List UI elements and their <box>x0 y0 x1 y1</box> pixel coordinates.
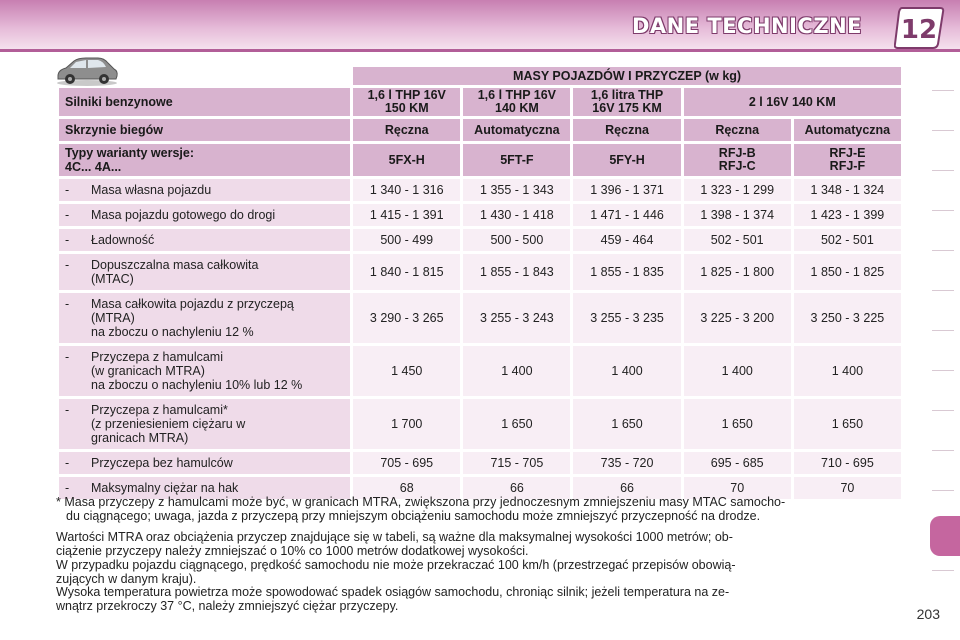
variant-header-line: RFJ-E <box>829 146 866 160</box>
bullet-dash: - <box>65 481 70 495</box>
row-label-first-line <box>65 233 346 247</box>
bullet-dash: - <box>65 403 70 417</box>
variant-header: 5FT-F <box>463 144 570 176</box>
bullet-dash: - <box>65 456 70 470</box>
value-cell: 1 423 - 1 399 <box>794 204 901 226</box>
footnote-line: du ciągnącego; uwaga, jazda z przyczepą przy mniejszym obciążeniu samochodu może zmniejszyć przyczepność na drodze. <box>66 509 761 523</box>
engines-label: Silniki benzynowe <box>59 88 350 116</box>
chapter-side-tab[interactable] <box>930 516 960 556</box>
row-label-line: Ładowność <box>91 233 155 247</box>
value-cell: 1 650 <box>463 399 570 449</box>
value-cell: 3 255 - 3 243 <box>463 293 570 343</box>
row-label-line: granicach MTRA) <box>91 431 189 445</box>
gearbox-header: Ręczna <box>573 119 680 141</box>
table-caption: MASY POJAZDÓW I PRZYCZEP (w kg) <box>353 67 901 85</box>
row-label-line: (MTRA) <box>91 311 135 325</box>
table-row <box>59 452 901 474</box>
value-cell: 459 - 464 <box>573 229 680 251</box>
side-tick <box>932 490 954 491</box>
bullet-dash: - <box>65 258 70 272</box>
car-icon <box>54 56 120 86</box>
engine-header-line: 1,6 l THP 16V <box>477 88 557 102</box>
row-label-line: Masa całkowita pojazdu z przyczepą <box>91 297 294 311</box>
row-label-first-line <box>65 183 346 197</box>
table-row <box>59 204 901 226</box>
row-label-line: Przyczepa z hamulcami <box>91 350 223 364</box>
row-label <box>59 293 350 343</box>
row-label-line: Masa własna pojazdu <box>91 183 212 197</box>
value-cell: 695 - 685 <box>684 452 791 474</box>
row-label <box>59 452 350 474</box>
chapter-number: 12 <box>900 15 938 45</box>
value-cell: 1 400 <box>794 346 901 396</box>
variant-header: 5FX-H <box>353 144 460 176</box>
paragraph-temperature <box>56 585 908 613</box>
value-cell: 1 650 <box>794 399 901 449</box>
paragraph-line: ciążenie przyczepy należy zmniejszać o 10% co 1000 metrów dodatkowej wysokości. <box>56 544 529 558</box>
value-cell: 68 <box>353 477 460 499</box>
row-label <box>59 346 350 396</box>
table-row <box>59 179 901 201</box>
row-label-line: na zboczu o nachyleniu 12 % <box>91 325 254 339</box>
table-row <box>59 254 901 290</box>
paragraph-speed <box>56 558 908 586</box>
table-row <box>59 293 901 343</box>
value-cell: 502 - 501 <box>794 229 901 251</box>
side-tick <box>932 370 954 371</box>
row-label-line: Maksymalny ciężar na hak <box>91 481 239 495</box>
value-cell: 3 250 - 3 225 <box>794 293 901 343</box>
variants-label-line: 4C... 4A... <box>65 160 122 174</box>
value-cell: 1 400 <box>463 346 570 396</box>
row-label-line: Przyczepa bez hamulców <box>91 456 233 470</box>
row-label-first-line <box>65 297 346 311</box>
value-cell: 1 825 - 1 800 <box>684 254 791 290</box>
paragraph-line: Wysoka temperatura powietrza może spowodować spadek osiągów samochodu, chroniąc silnik; jeżeli temperatura na ze- <box>56 585 730 599</box>
value-cell: 710 - 695 <box>794 452 901 474</box>
row-label-first-line <box>65 456 346 470</box>
value-cell: 735 - 720 <box>573 452 680 474</box>
variants-label <box>59 144 350 176</box>
paragraph-line: W przypadku pojazdu ciągnącego, prędkość samochodu nie może przekraczać 100 km/h (przestrzegać przepisów obowią- <box>56 558 736 572</box>
value-cell: 3 290 - 3 265 <box>353 293 460 343</box>
value-cell: 705 - 695 <box>353 452 460 474</box>
row-label-first-line <box>65 208 346 222</box>
engine-header-line: 2 l 16V 140 KM <box>748 94 836 109</box>
row-label-first-line <box>65 403 346 417</box>
value-cell: 66 <box>573 477 680 499</box>
row-label-line: (w granicach MTRA) <box>91 364 205 378</box>
value-cell: 1 855 - 1 835 <box>573 254 680 290</box>
variant-header-line: RFJ-F <box>829 159 866 173</box>
vehicle-mass-table <box>56 64 904 502</box>
table-footnote <box>56 495 908 523</box>
bullet-dash: - <box>65 183 70 197</box>
row-label-line: Dopuszczalna masa całkowita <box>91 258 259 272</box>
table-body <box>59 179 901 499</box>
variant-header <box>684 144 791 176</box>
chapter-badge-shape <box>894 4 946 50</box>
variant-header-line: RFJ-C <box>718 159 756 173</box>
table-row <box>59 346 901 396</box>
value-cell: 1 700 <box>353 399 460 449</box>
footnote-line: * Masa przyczepy z hamulcami może być, w granicach MTRA, zwiększona przy jednoczesnym zmniejszeniu masy MTAC samocho- <box>56 495 786 509</box>
engine-header <box>573 88 680 116</box>
table-row <box>59 399 901 449</box>
row-label <box>59 254 350 290</box>
variant-header: 5FY-H <box>573 144 680 176</box>
row-label-line: na zboczu o nachyleniu 10% lub 12 % <box>91 378 303 392</box>
page-number: 203 <box>916 606 940 622</box>
table-row <box>59 229 901 251</box>
side-tick <box>932 170 954 171</box>
value-cell: 1 340 - 1 316 <box>353 179 460 201</box>
engine-header <box>684 88 901 116</box>
value-cell: 1 855 - 1 843 <box>463 254 570 290</box>
value-cell: 1 471 - 1 446 <box>573 204 680 226</box>
engine-header-line: 16V 175 KM <box>592 101 662 115</box>
value-cell: 3 255 - 3 235 <box>573 293 680 343</box>
value-cell: 70 <box>794 477 901 499</box>
gearbox-header: Automatyczna <box>463 119 570 141</box>
side-tick <box>932 90 954 91</box>
value-cell: 1 348 - 1 324 <box>794 179 901 201</box>
variant-header-line: RFJ-B <box>718 146 756 160</box>
bullet-dash: - <box>65 233 70 247</box>
gearbox-label: Skrzynie biegów <box>59 119 350 141</box>
value-cell: 1 650 <box>573 399 680 449</box>
value-cell: 1 323 - 1 299 <box>684 179 791 201</box>
row-label <box>59 204 350 226</box>
gearbox-header: Automatyczna <box>794 119 901 141</box>
row-label-line: Masa pojazdu gotowego do drogi <box>91 208 276 222</box>
value-cell: 1 850 - 1 825 <box>794 254 901 290</box>
engine-header <box>353 88 460 116</box>
value-cell: 1 430 - 1 418 <box>463 204 570 226</box>
row-label <box>59 399 350 449</box>
bullet-dash: - <box>65 350 70 364</box>
value-cell: 500 - 500 <box>463 229 570 251</box>
value-cell: 1 415 - 1 391 <box>353 204 460 226</box>
value-cell: 1 840 - 1 815 <box>353 254 460 290</box>
side-tick <box>932 570 954 571</box>
value-cell: 70 <box>684 477 791 499</box>
row-label <box>59 179 350 201</box>
row-label-first-line <box>65 350 346 364</box>
chapter-badge <box>894 4 946 50</box>
engine-header-line: 150 KM <box>384 101 429 115</box>
row-label-first-line <box>65 481 346 495</box>
page-title: DANE TECHNICZNE <box>631 14 862 38</box>
value-cell: 1 396 - 1 371 <box>573 179 680 201</box>
engine-header-line: 1,6 litra THP <box>590 88 664 102</box>
row-label-line: Przyczepa z hamulcami* <box>91 403 228 417</box>
paragraph-line: wnątrz przekroczy 37 °C, należy zmniejszyć ciężar przyczepy. <box>56 599 399 613</box>
value-cell: 66 <box>463 477 570 499</box>
bullet-dash: - <box>65 208 70 222</box>
engine-header-line: 140 KM <box>495 101 539 115</box>
row-label-line: (MTAC) <box>91 272 134 286</box>
value-cell: 1 450 <box>353 346 460 396</box>
engine-header <box>463 88 570 116</box>
paragraph-altitude <box>56 530 908 558</box>
side-tick <box>932 450 954 451</box>
value-cell: 1 650 <box>684 399 791 449</box>
side-tick <box>932 210 954 211</box>
gearbox-header: Ręczna <box>684 119 791 141</box>
value-cell: 1 400 <box>684 346 791 396</box>
value-cell: 1 400 <box>573 346 680 396</box>
side-tick <box>932 250 954 251</box>
row-label-first-line <box>65 258 346 272</box>
value-cell: 1 355 - 1 343 <box>463 179 570 201</box>
variants-label-line: Typy warianty wersje: <box>65 146 194 160</box>
gearbox-header: Ręczna <box>353 119 460 141</box>
side-tick <box>932 130 954 131</box>
row-label <box>59 229 350 251</box>
value-cell: 715 - 705 <box>463 452 570 474</box>
variant-header <box>794 144 901 176</box>
paragraph-line: zujących w danym kraju). <box>56 572 197 586</box>
value-cell: 3 225 - 3 200 <box>684 293 791 343</box>
value-cell: 502 - 501 <box>684 229 791 251</box>
side-tick <box>932 330 954 331</box>
engine-header-line: 1,6 l THP 16V <box>367 88 446 102</box>
side-tick <box>932 290 954 291</box>
row-label-line: (z przeniesieniem ciężaru w <box>91 417 246 431</box>
bullet-dash: - <box>65 297 70 311</box>
side-tick <box>932 410 954 411</box>
value-cell: 500 - 499 <box>353 229 460 251</box>
value-cell: 1 398 - 1 374 <box>684 204 791 226</box>
paragraph-line: Wartości MTRA oraz obciążenia przyczep znajdujące się w tabeli, są ważne dla maksymalnej wysokości 1000 metrów; ob- <box>56 530 733 544</box>
